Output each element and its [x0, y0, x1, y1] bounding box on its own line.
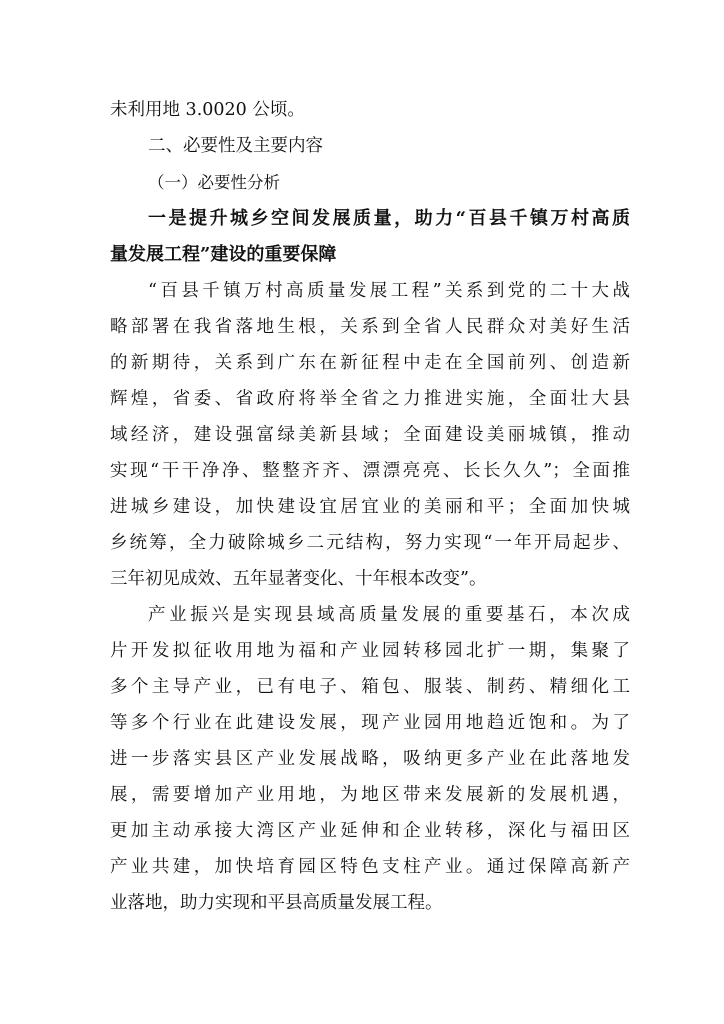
point-heading: 一是提升城乡空间发展质量，助力“百县千镇万村高质: [148, 208, 630, 229]
paragraph-line: 域经济，建设强富绿美新县域；全面建设美丽城镇，推动: [110, 425, 630, 445]
paragraph-line: 三年初见成效、五年显著变化、十年根本改变”。: [110, 569, 487, 589]
point-heading: 量发展工程”建设的重要保障: [110, 244, 337, 265]
paragraph-line: 乡统筹，全力破除城乡二元结构，努力实现“一年开局起步、: [110, 533, 630, 553]
paragraph-line: 进城乡建设，加快建设宜居宜业的美丽和平；全面加快城: [110, 497, 630, 517]
paragraph-line: 辉煌，省委、省政府将举全省之力推进实施，全面壮大县: [110, 389, 630, 409]
paragraph-line: 进一步落实县区产业发展战略，吸纳更多产业在此落地发: [110, 749, 630, 769]
paragraph-line: 的新期待，关系到广东在新征程中走在全国前列、创造新: [110, 353, 630, 373]
paragraph-line: 略部署在我省落地生根，关系到全省人民群众对美好生活: [110, 317, 630, 337]
text-line: 未利用地 3.0020 公顷。: [110, 100, 305, 120]
paragraph-line: 片开发拟征收用地为福和产业园转移园北扩一期，集聚了: [110, 641, 630, 661]
subsection-heading: （一）必要性分析: [148, 173, 280, 192]
paragraph-line: 产业共建，加快培育园区特色支柱产业。通过保障高新产: [110, 857, 630, 877]
paragraph-line: “百县千镇万村高质量发展工程”关系到党的二十大战: [148, 281, 630, 301]
paragraph-line: 业落地，助力实现和平县高质量发展工程。: [110, 893, 443, 913]
paragraph-line: 实现“干干净净、整整齐齐、漂漂亮亮、长长久久”；全面推: [110, 461, 630, 481]
paragraph-line: 更加主动承接大湾区产业延伸和企业转移，深化与福田区: [110, 821, 630, 841]
paragraph-line: 产业振兴是实现县域高质量发展的重要基石，本次成: [148, 605, 630, 625]
section-heading: 二、必要性及主要内容: [148, 136, 323, 156]
paragraph-line: 多个主导产业，已有电子、箱包、服装、制药、精细化工: [110, 677, 630, 697]
paragraph-line: 展，需要增加产业用地，为地区带来发展新的发展机遇，: [110, 785, 630, 805]
paragraph-line: 等多个行业在此建设发展，现产业园用地趋近饱和。为了: [110, 713, 630, 733]
